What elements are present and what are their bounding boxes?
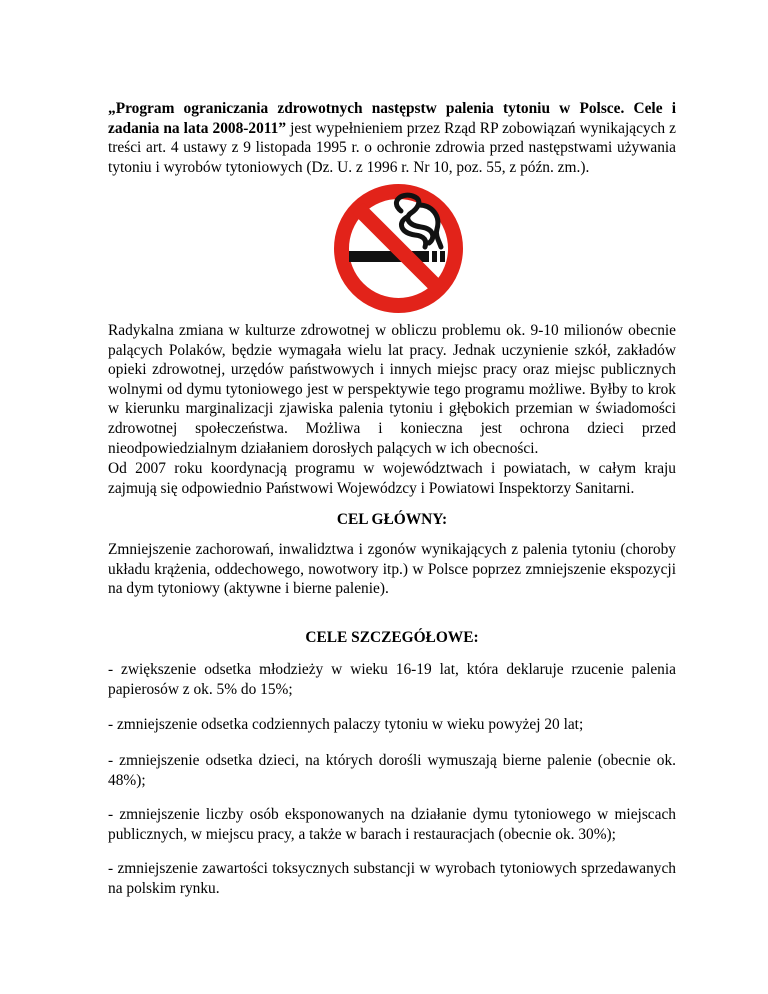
intro-text: jest wypełnieniem przez Rząd RP zobowiązań wynikających z treści art. 4 ustawy z 9 listopada 1995 r. o ochronie zdrowia przed następstwami używania tytoniu i wyrobów tytoniowych (Dz. U. z 1996 r. Nr 10, poz. 55, z późn. zm.). (108, 119, 676, 176)
paragraph-cultural-change: Radykalna zmiana w kulturze zdrowotnej w obliczu problemu ok. 9-10 milionów obecnie palących Polaków, będzie wymagała wielu lat pracy. Jednak uczynienie szkół, zakładów opieki zdrowotnej, urzędów państwowych i innych miejsc pracy oraz miejsc publicznych wolnymi od dymu tytoniowego jest w perspektywie tego programu możliwe. Byłby to krok w kierunku marginalizacji zjawiska palenia tytoniu i głębokich przemian w świadomości zdrowotnej społeczeństwa. Możliwa i konieczna jest ochrona dzieci przed nieodpowiedzialnym działaniem dorosłych palących w ich obecności. (108, 322, 676, 457)
heading-detailed-goals: CELE SZCZEGÓŁOWE: (305, 629, 479, 646)
paragraph-main-goal: Zmniejszenie zachorowań, inwalidztwa i zgonów wynikających z palenia tytoniu (choroby układu krążenia, oddechowego, nowotwory itp.) w Polsce poprzez zmniejszenie ekspozycji na dym tytoniowy (aktywne i bierne palenie). (108, 541, 676, 598)
goal-item: - zmniejszenie zawartości toksycznych substancji w wyrobach tytoniowych sprzedawanych na polskim rynku. (108, 860, 676, 897)
heading-main-goal: CEL GŁÓWNY: (336, 511, 448, 528)
paragraph-coordination: Od 2007 roku koordynacją programu w województwach i powiatach, w całym kraju zajmują się odpowiednio Państwowi Wojewódzcy i Powiatowi Inspektorzy Sanitarni. (108, 460, 676, 497)
no-smoking-icon (331, 181, 466, 316)
goal-item: - zmniejszenie liczby osób eksponowanych na działanie dymu tytoniowego w miejscach publicznych, w miejscu pracy, a także w barach i restauracjach (obecnie ok. 30%); (108, 806, 676, 843)
goal-item: - zmniejszenie odsetka codziennych palaczy tytoniu w wieku powyżej 20 lat; (108, 716, 584, 733)
intro-paragraph (108, 99, 676, 177)
goal-item: - zwiększenie odsetka młodzieży w wieku 16-19 lat, która deklaruje rzucenie palenia papierosów z ok. 5% do 15%; (108, 661, 676, 698)
goal-item: - zmniejszenie odsetka dzieci, na których dorośli wymuszają bierne palenie (obecnie ok. 48%); (108, 752, 676, 789)
program-title: „Program ograniczania zdrowotnych następstw palenia tytoniu w Polsce. Cele i zadania na lata 2008-2011” (108, 100, 676, 137)
